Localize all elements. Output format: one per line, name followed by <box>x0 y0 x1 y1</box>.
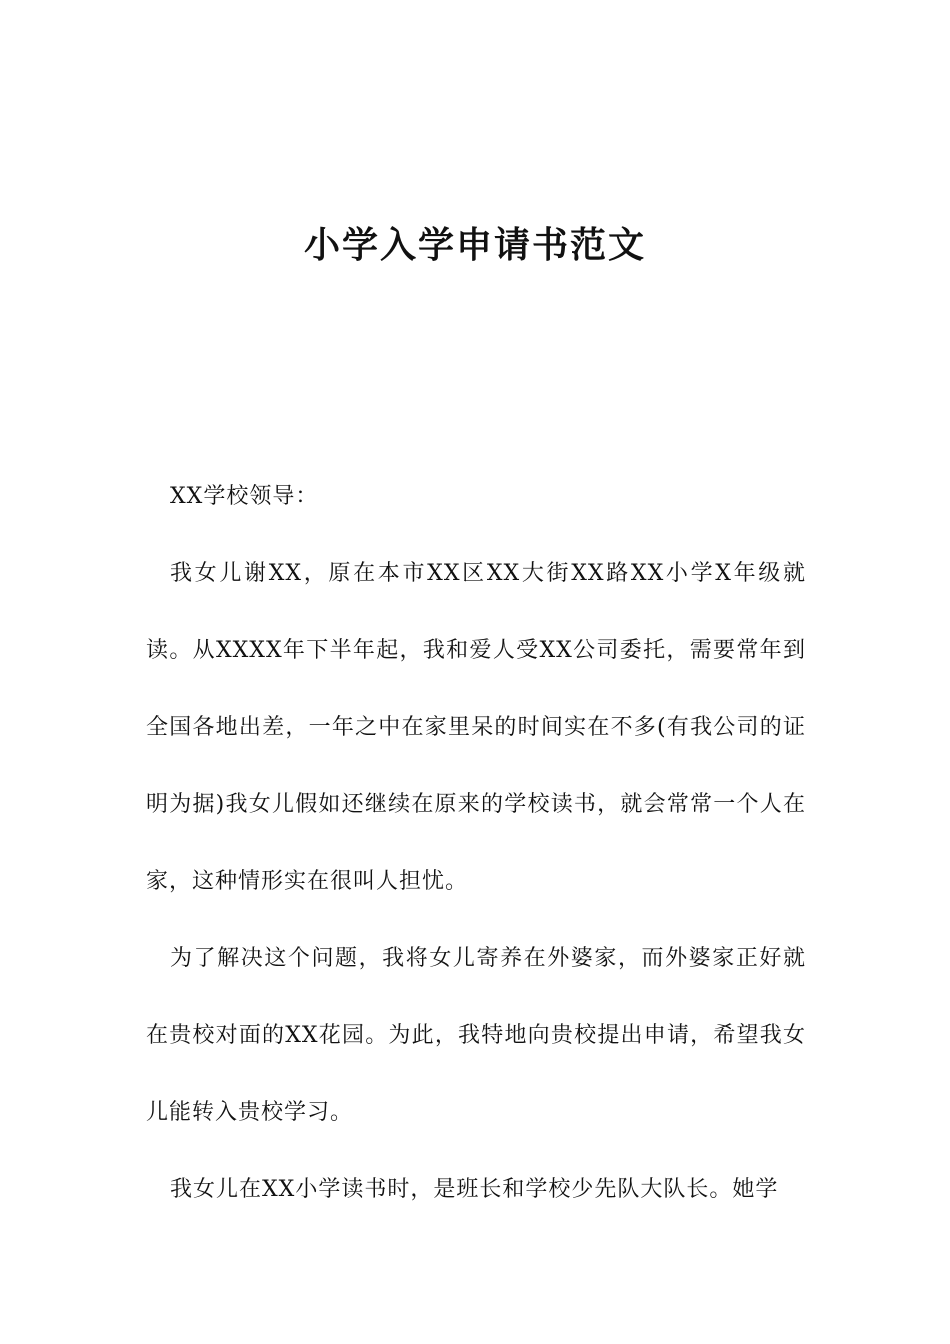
document-title: 小学入学申请书范文 <box>303 225 646 266</box>
paragraph-3: 我女儿在XX小学读书时，是班长和学校少先队大队长。她学 <box>170 1177 779 1202</box>
paragraph-1: 我女儿谢XX，原在本市XX区XX大街XX路XX小学X年级就读。从XXXX年下半年起，我和爱人受XX公司委托，需要常年到全国各地出差，一年之中在家里呆的时间实在不多(有我公司的证明为据)我女儿假如还继续在原来的学校读书，就会常常一个人在家，这种情形实在很叫人担忧。 <box>146 561 806 894</box>
document-body <box>146 458 806 1228</box>
salutation: XX学校领导： <box>170 484 319 509</box>
paragraph-2: 为了解决这个问题，我将女儿寄养在外婆家，而外婆家正好就在贵校对面的XX花园。为此，我特地向贵校提出申请，希望我女儿能转入贵校学习。 <box>146 946 806 1125</box>
